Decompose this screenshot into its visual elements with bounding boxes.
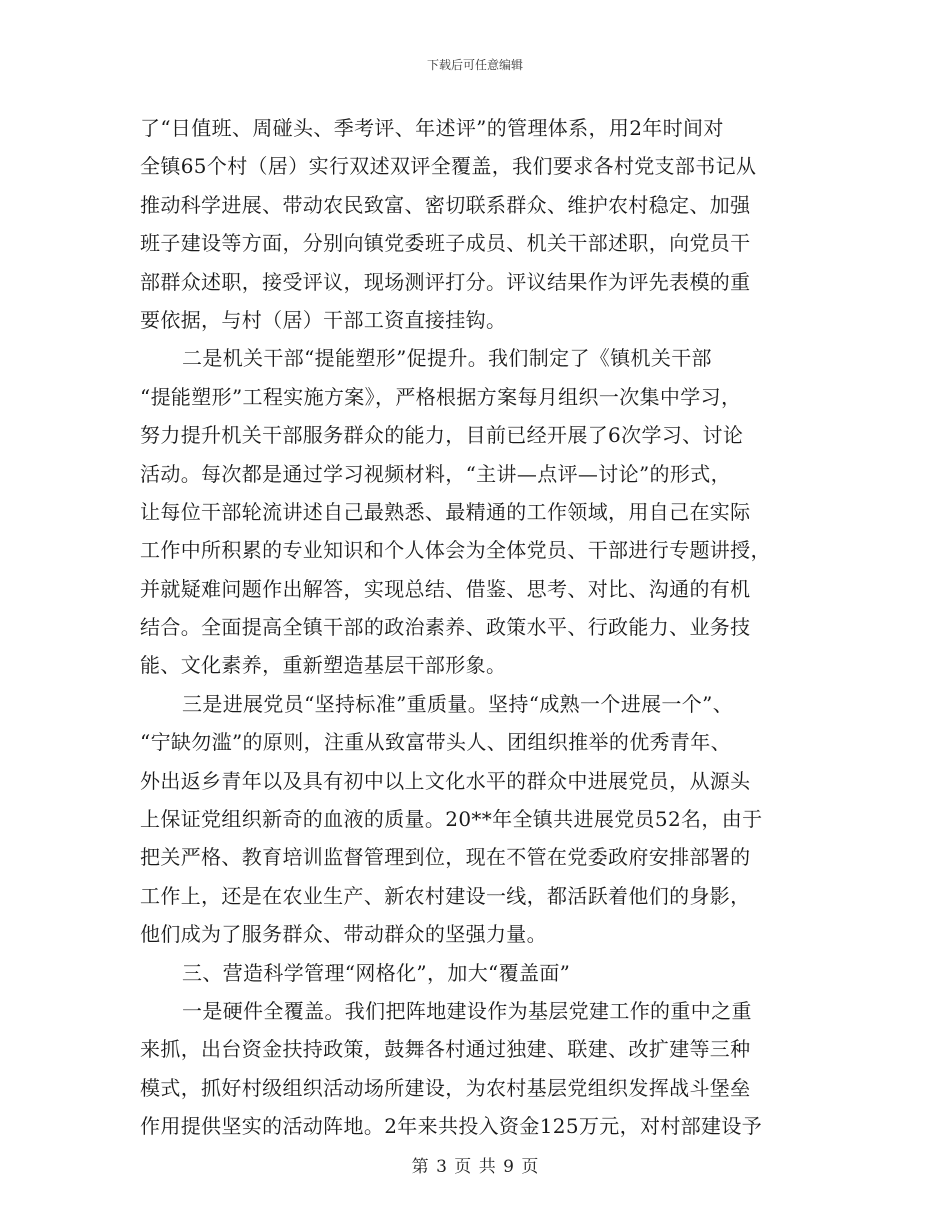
text-line: 班子建设等方面，分别向镇党委班子成员、机关干部述职，向党员干 (140, 231, 751, 256)
text-line: 工作上，还是在农业生产、新农村建设一线，都活跃着他们的身影， (140, 883, 751, 908)
text-line: 要依据，与村（居）干部工资直接挂钩。 (140, 307, 507, 332)
text-line: “宁缺勿滥”的原则，注重从致富带头人、团组织推举的优秀青年、 (140, 730, 731, 755)
text-line: “提能塑形”工程实施方案》，严格根据方案每月组织一次集中学习， (140, 384, 742, 409)
text-line: 能、文化素养，重新塑造基层干部形象。 (140, 653, 507, 678)
text-line: 工作中所积累的专业知识和个人体会为全体党员、干部进行专题讲授， (140, 538, 771, 563)
paragraph-start-line: 一是硬件全覆盖。我们把阵地建设作为基层党建工作的重中之重 (182, 998, 752, 1023)
section-heading: 三、营造科学管理“网格化”，加大“覆盖面” (182, 960, 571, 985)
text-line: 全镇65个村（居）实行双述双评全覆盖，我们要求各村党支部书记从 (140, 154, 757, 179)
text-line: 来抓，出台资金扶持政策，鼓舞各村通过独建、联建、改扩建等三种 (140, 1037, 751, 1062)
text-line: 并就疑难问题作出解答，实现总结、借鉴、思考、对比、沟通的有机 (140, 576, 751, 601)
text-line: 作用提供坚实的活动阵地。2年来共投入资金125万元，对村部建设予 (140, 1114, 763, 1139)
text-line: 把关严格、教育培训监督管理到位，现在不管在党委政府安排部署的 (140, 845, 751, 870)
page-header: 下载后可任意编辑 (426, 58, 523, 72)
paragraph-start-line: 三是进展党员“坚持标准”重质量。坚持“成熟一个进展一个”、 (182, 691, 734, 716)
text-line: 外出返乡青年以及具有初中以上文化水平的群众中进展党员，从源头 (140, 768, 751, 793)
text-line: 努力提升机关干部服务群众的能力，目前已经开展了6次学习、讨论 (140, 423, 744, 448)
page-number-footer: 第 3 页 共 9 页 (411, 1157, 539, 1177)
document-body (140, 109, 810, 1146)
text-line: 推动科学进展、带动农民致富、密切联系群众、维护农村稳定、加强 (140, 192, 751, 217)
text-line: 活动。每次都是通过学习视频材料，“主讲—点评—讨论”的形式， (140, 461, 731, 486)
text-line: 他们成为了服务群众、带动群众的坚强力量。 (140, 922, 547, 947)
text-line: 结合。全面提高全镇干部的政治素养、政策水平、行政能力、业务技 (140, 615, 751, 640)
text-line: 模式，抓好村级组织活动场所建设，为农村基层党组织发挥战斗堡垒 (140, 1075, 751, 1100)
text-line: 部群众述职，接受评议，现场测评打分。评议结果作为评先表模的重 (140, 269, 751, 294)
text-line: 让每位干部轮流讲述自己最熟悉、最精通的工作领域，用自己在实际 (140, 499, 751, 524)
paragraph-start-line: 二是机关干部“提能塑形”促提升。我们制定了《镇机关干部 (182, 346, 712, 371)
text-line: 上保证党组织新奇的血液的质量。20**年全镇共进展党员52名，由于 (140, 807, 763, 832)
text-line: 了“日值班、周碰头、季考评、年述评”的管理体系，用2年时间对 (140, 116, 724, 140)
